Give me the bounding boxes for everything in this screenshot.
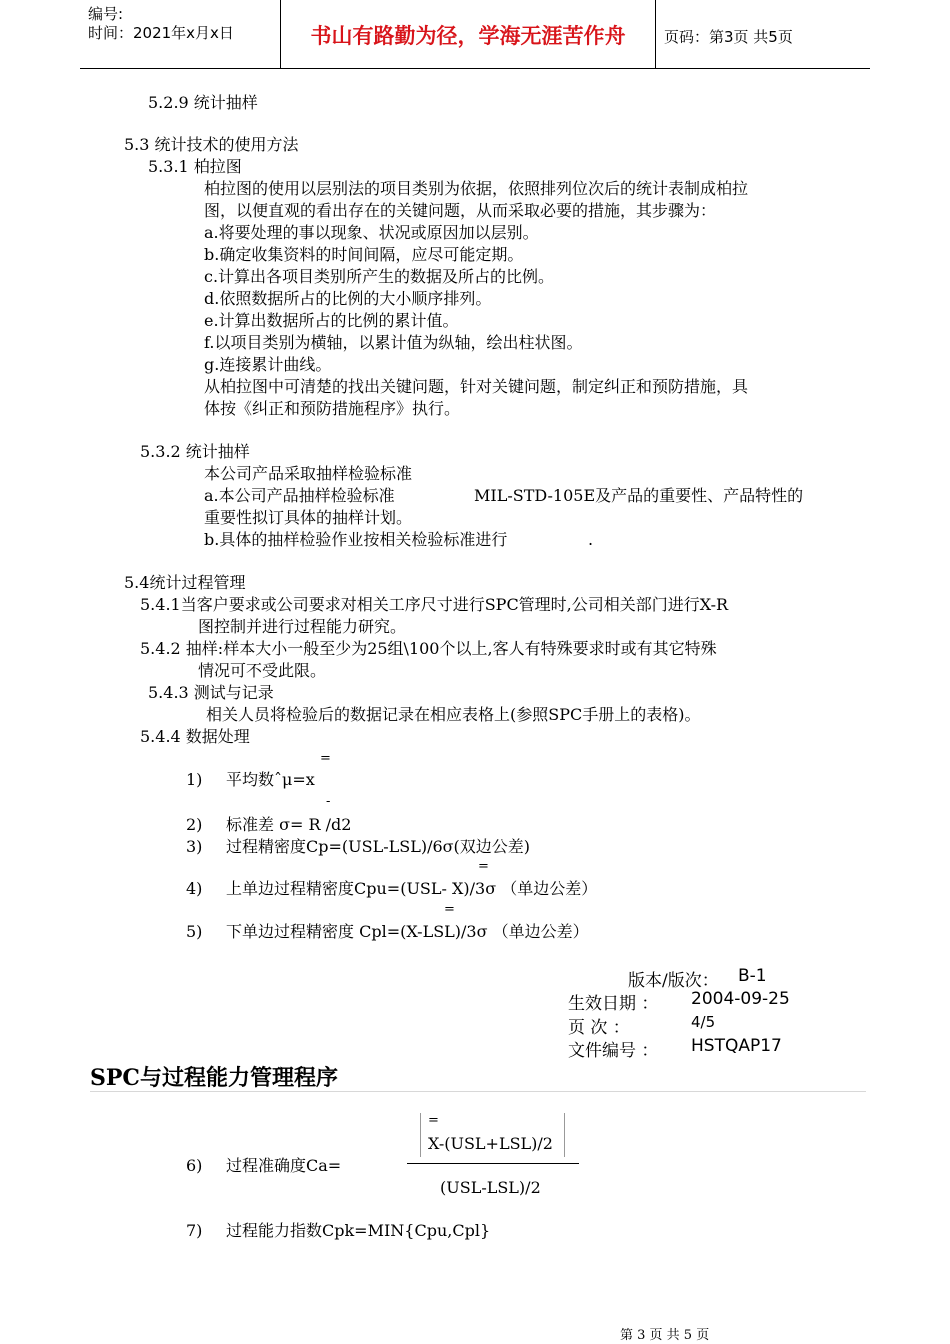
pareto-step: d.依照数据所占的比例的大小顺序排列。: [204, 289, 492, 308]
formula-number: 5): [186, 922, 203, 941]
pareto-step: g.连接累计曲线。: [204, 355, 332, 374]
header-meta-cell: [80, 0, 281, 68]
formula-cpu: 上单边过程精密度Cpu=(USL- X)/3σ （单边公差）: [226, 879, 598, 898]
pareto-intro-line-2: 图，以便直观的看出存在的关键问题，从而采取必要的措施，其步骤为：: [204, 201, 717, 220]
pareto-outro-line-1: 从柏拉图中可清楚的找出关键问题，针对关键问题，制定纠正和预防措施，具: [204, 377, 749, 396]
formula-cp: 过程精密度Cp=(USL-LSL)/6σ(双边公差): [226, 837, 531, 856]
fraction-bracket-right: [564, 1113, 565, 1157]
page-header: [80, 0, 870, 69]
formula-cpl: 下单边过程精密度 Cpl=(X-LSL)/3σ （单边公差）: [226, 922, 589, 941]
pareto-step: e.计算出数据所占的比例的累计值。: [204, 311, 459, 330]
section-5-4-4: 5.4.4 数据处理: [140, 727, 250, 746]
pareto-step: a.将要处理的事以现象、状况或原因加以层别。: [204, 223, 539, 242]
section-5-3: 5.3 统计技术的使用方法: [124, 135, 299, 154]
fraction-bracket-left: [420, 1113, 421, 1157]
time-label: 时间：2021年x月x日: [88, 24, 234, 42]
file-number-label: 文件编号 ：: [568, 1041, 659, 1061]
page-count-value: 4/5: [691, 1013, 716, 1031]
double-bar-mark: =: [428, 1113, 439, 1128]
title-rule: [90, 1091, 866, 1092]
sampling-b: b.具体的抽样检验作业按相关检验标准进行: [204, 530, 508, 549]
sampling-intro: 本公司产品采取抽样检验标准: [204, 464, 413, 483]
formula-number: 7): [186, 1221, 203, 1240]
page-info: 页码：第3页 共5页: [664, 28, 793, 46]
section-5-4-2-line-1: 5.4.2 抽样:样本大小一般至少为25组\100个以上,客人有特殊要求时或有其它特殊: [140, 639, 717, 658]
section-5-4-1-line-2: 图控制并进行过程能力研究。: [198, 617, 407, 636]
pareto-intro-line-1: 柏拉图的使用以层别法的项目类别为依据，依照排列位次后的统计表制成柏拉: [204, 179, 749, 198]
pareto-step: b.确定收集资料的时间间隔，应尽可能定期。: [204, 245, 524, 264]
sampling-b-end: .: [588, 530, 594, 549]
formula-ca-label: 过程准确度Ca=: [226, 1156, 342, 1175]
sampling-a-standard: MIL-STD-105E及产品的重要性、产品特性的: [474, 486, 804, 505]
pareto-outro-line-2: 体按《纠正和预防措施程序》执行。: [204, 399, 461, 418]
version-value: B-1: [738, 966, 767, 986]
ca-numerator: X-(USL+LSL)/2: [428, 1134, 553, 1153]
single-bar-mark: -: [326, 794, 331, 809]
section-5-4-2-line-2: 情况可不受此限。: [198, 661, 327, 680]
section-5-2-9: 5.2.9 统计抽样: [148, 93, 258, 112]
formula-number: 3): [186, 837, 203, 856]
formula-cpk: 过程能力指数Cpk=MIN{Cpu,Cpl}: [226, 1221, 491, 1240]
header-page-cell: [656, 0, 870, 68]
double-bar-mark: =: [444, 902, 455, 917]
effective-date-value: 2004-09-25: [691, 989, 790, 1009]
formula-number: 4): [186, 879, 203, 898]
version-label: 版本/版次：: [628, 971, 719, 991]
motto: 书山有路勤为径，学海无涯苦作舟: [310, 24, 626, 48]
page-footer: 第 3 页 共 5 页: [620, 1328, 710, 1343]
ca-denominator: (USL-LSL)/2: [440, 1178, 541, 1197]
pareto-step: f.以项目类别为横轴，以累计值为纵轴，绘出柱状图。: [204, 333, 583, 352]
effective-date-label: 生效日期 ：: [568, 994, 659, 1014]
sampling-a-line-2: 重要性拟订具体的抽样计划。: [204, 508, 413, 527]
section-5-4-1-line-1: 5.4.1当客户要求或公司要求对相关工序尺寸进行SPC管理时,公司相关部门进行X-R: [140, 595, 729, 614]
formula-mean: 平均数ˆμ=x: [226, 770, 315, 789]
number-label: 编号:: [88, 5, 124, 23]
section-5-4-3: 5.4.3 测试与记录: [148, 683, 274, 702]
file-number-value: HSTQAP17: [691, 1036, 782, 1056]
sampling-a-line-1: a.本公司产品抽样检验标准: [204, 486, 395, 505]
section-5-4-3-text: 相关人员将检验后的数据记录在相应表格上(参照SPC手册上的表格)。: [206, 705, 701, 724]
header-motto-cell: [281, 0, 656, 68]
double-bar-mark: =: [320, 751, 331, 766]
document-title: SPC与过程能力管理程序: [90, 1065, 338, 1091]
formula-number: 2): [186, 815, 203, 834]
formula-std-dev: 标准差 σ= R /d2: [226, 815, 352, 834]
formula-number: 6): [186, 1156, 203, 1175]
section-5-3-2: 5.3.2 统计抽样: [140, 442, 250, 461]
pareto-step: c.计算出各项目类别所产生的数据及所占的比例。: [204, 267, 555, 286]
double-bar-mark: =: [478, 859, 489, 874]
fraction-line: [407, 1163, 579, 1164]
section-5-3-1: 5.3.1 柏拉图: [148, 157, 242, 176]
page-count-label: 页 次 ：: [568, 1018, 630, 1038]
section-5-4: 5.4统计过程管理: [124, 573, 246, 592]
formula-number: 1): [186, 770, 203, 789]
